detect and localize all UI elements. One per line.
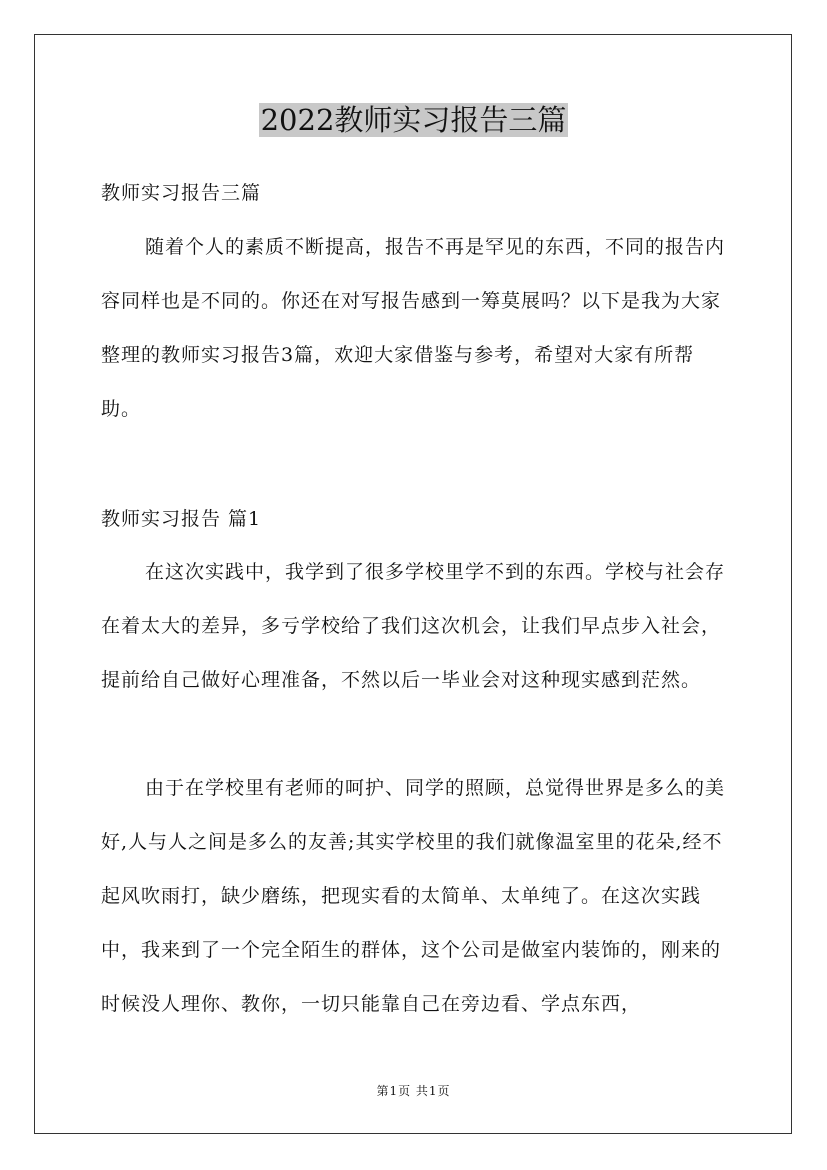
document-title-text: 2022教师实习报告三篇 bbox=[260, 103, 567, 137]
document-subtitle: 教师实习报告三篇 bbox=[101, 182, 262, 204]
page-footer: 第1页 共1页 bbox=[376, 1084, 451, 1098]
body-paragraph-2: 由于在学校里有老师的呵护、同学的照顾，总觉得世界是多么的美好,人与人之间是多么的友善;其实学校里的我们就像温室里的花朵,经不起风吹雨打，缺少磨练，把现实看的太简单、太单纯了。在这次实践中，我来到了一个完全陌生的群体，这个公司是做室内装饰的，刚来的时候没人理你、教你，一切只能靠自己在旁边看、学点东西， bbox=[101, 777, 726, 1015]
section-heading: 教师实习报告 篇1 bbox=[101, 508, 262, 530]
intro-paragraph: 随着个人的素质不断提高，报告不再是罕见的东西，不同的报告内容同样也是不同的。你还在对写报告感到一筹莫展吗？以下是我为大家整理的教师实习报告3篇，欢迎大家借鉴与参考，希望对大家有所帮助。 bbox=[101, 236, 726, 420]
body-paragraph-1: 在这次实践中，我学到了很多学校里学不到的东西。学校与社会存在着太大的差异，多亏学校给了我们这次机会，让我们早点步入社会，提前给自己做好心理准备，不然以后一毕业会对这种现实感到茫然。 bbox=[101, 561, 726, 691]
document-title bbox=[0, 100, 827, 140]
